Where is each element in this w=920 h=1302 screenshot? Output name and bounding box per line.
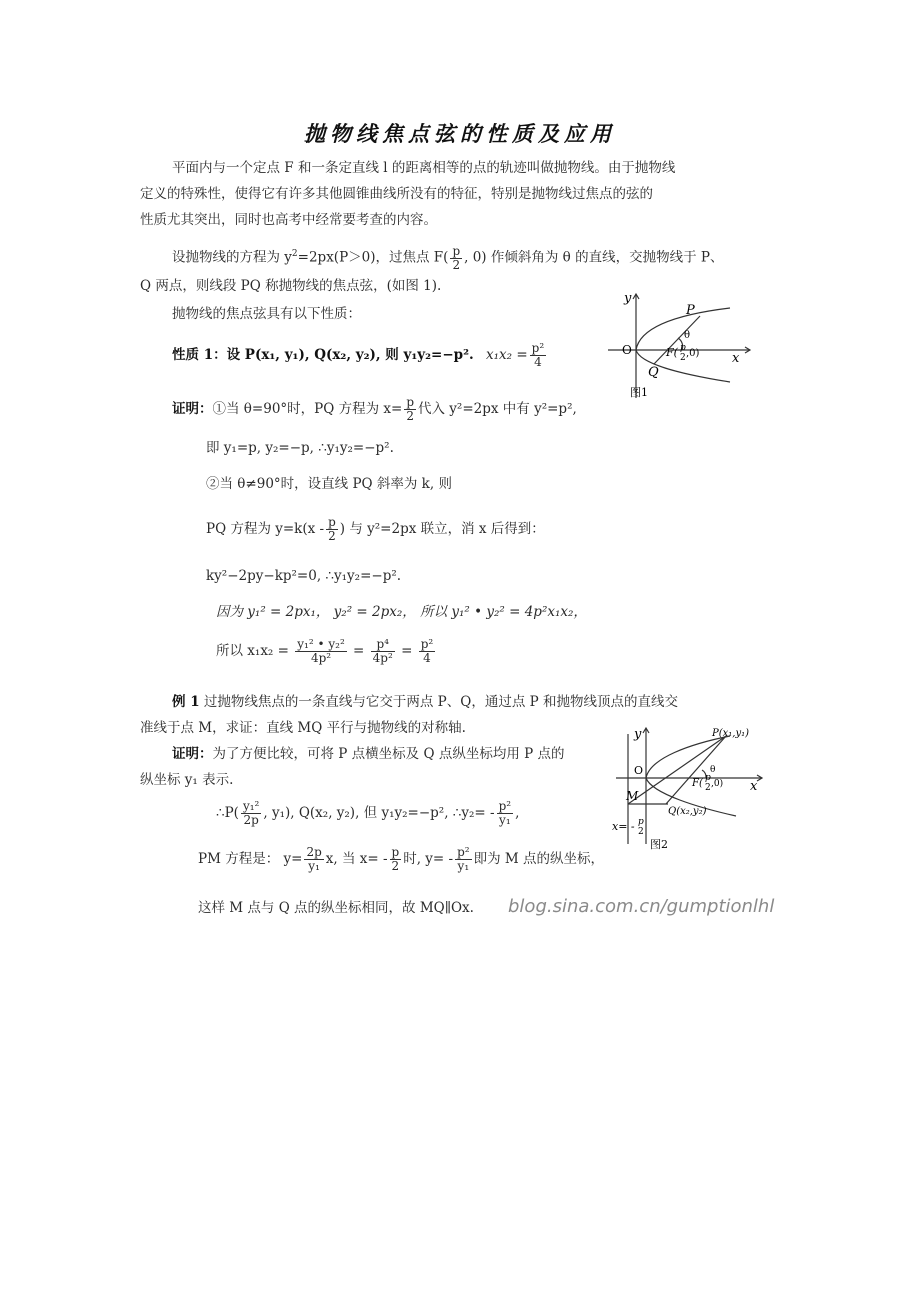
- fig1-theta-label: θ: [684, 330, 691, 341]
- fig1-y-label: y: [624, 291, 632, 306]
- fig1-origin-label: O: [622, 343, 632, 357]
- proof-2-label: 证明：: [172, 746, 213, 762]
- proof-1-line-1: [172, 396, 577, 423]
- proof-1-label: 证明：: [172, 401, 213, 417]
- proof-2-line-5: 这样 M 点与 Q 点的纵坐标相同，故 MQ∥Ox.: [198, 900, 474, 916]
- proof-2-line-3: ∴P( $\frac{\text{y₁²}}{2p}$ , y₁), Q(x₂, y₂), 但 y₁y₂=−p², ∴y₂= - $\frac{\text{p²}}{\text{y₁}}$ ,: [216, 799, 520, 827]
- proof-1-s4b: ) 与 y²=2px 联立，消 x 后得到：: [339, 521, 545, 537]
- fraction-h: [455, 846, 472, 873]
- example-1-label: 例 1: [172, 694, 200, 710]
- frac-num: p²: [531, 341, 545, 355]
- fig1-caption: 图1: [630, 386, 648, 399]
- proof-1-fraction-2: [326, 516, 338, 543]
- fig2-m-label: M: [626, 789, 639, 803]
- proof-1-s4a: PQ 方程为 y=k(x -: [206, 521, 325, 537]
- frac-den: y₁: [457, 859, 470, 873]
- proof-1-line-2: 即 y₁=p, y₂=−p, ∴y₁y₂=−p².: [206, 440, 394, 456]
- frac-num: p⁴: [371, 638, 395, 652]
- proof-2-l3a: ∴P(: [216, 805, 239, 821]
- example-1-line-1: [172, 690, 678, 714]
- page-title: 抛物线焦点弦的性质及应用: [304, 121, 616, 146]
- proof-2-line-2: 纵坐标 y₁ 表示.: [140, 772, 234, 788]
- frac-den: y₁: [308, 859, 320, 873]
- proof-1-line-3: ②当 θ≠90°时，设直线 PQ 斜率为 k, 则: [206, 476, 452, 492]
- fraction-g: [390, 846, 402, 873]
- fig1-p-label: P: [686, 303, 695, 318]
- intro-line-3: 性质尤其突出，同时也高考中经常要考查的内容。: [140, 212, 437, 228]
- example-1-text-1: 过抛物线焦点的一条直线与它交于两点 P、Q，通过点 P 和抛物线顶点的直线交: [203, 694, 678, 710]
- setup-text-b: =2px(P＞0)，过焦点 F(: [297, 249, 449, 266]
- proof-2-line-4: [198, 846, 604, 873]
- proof-2-l3b: , y₁), Q(x₂, y₂), 但 y₁y₂=−p², ∴y₂= -: [263, 805, 495, 821]
- fig2-origin-label: O: [634, 764, 644, 777]
- proof-1-s7a: 所以 x₁x₂ =: [216, 643, 289, 659]
- example-1-line-2: 准线于点 M，求证：直线 MQ 平行与抛物线的对称轴.: [140, 720, 466, 736]
- frac-den: y₁: [499, 813, 511, 827]
- fig2-d-num: p: [638, 817, 644, 827]
- frac-den: 2: [328, 529, 336, 543]
- setup-sup-2: 2: [291, 249, 298, 259]
- property-1: [172, 342, 548, 369]
- frac-num: y₁²: [242, 799, 260, 813]
- proof-1-s1a: ①当 θ=90°时，PQ 方程为 x=: [212, 401, 403, 417]
- fraction-d: [241, 800, 261, 827]
- proof-2-line-1: [172, 742, 564, 766]
- fig2-theta-label: θ: [710, 765, 716, 775]
- proof-1-line-4: [206, 516, 545, 543]
- frac-num: p²: [457, 845, 470, 859]
- fig2-y-label: y: [634, 727, 642, 742]
- frac-num: p: [328, 515, 336, 529]
- fig1-f-label: F(: [666, 346, 678, 359]
- frac-den: 2: [406, 409, 414, 423]
- intro-line-2: 定义的特殊性，使得它有许多其他圆锥曲线所没有的特征，特别是抛物线过焦点的弦的: [140, 186, 653, 202]
- setup-text-c: , 0) 作倾斜角为 θ 的直线，交抛物线于 P、: [464, 249, 724, 266]
- proof-2-text-1: 为了方便比较，可将 P 点横坐标及 Q 点纵坐标均用 P 点的: [212, 746, 565, 762]
- frac-den: 4: [534, 355, 542, 369]
- frac-num: p: [452, 243, 461, 258]
- frac-num: p: [391, 845, 400, 859]
- setup-line-2: Q 两点，则线段 PQ 称抛物线的焦点弦，(如图 1).: [140, 278, 442, 294]
- fig2-caption: 图2: [650, 838, 668, 851]
- proof-2-l4b: x, 当 x= -: [325, 851, 388, 867]
- property-1-fraction: [530, 342, 547, 369]
- watermark: blog.sina.com.cn/gumptionlhl: [508, 896, 775, 917]
- property-1-label: 性质 1：: [172, 347, 227, 363]
- frac-den: 4p²: [372, 651, 393, 665]
- frac-den: 4: [423, 651, 431, 665]
- fraction-c: [419, 638, 436, 665]
- frac-num: p²: [420, 637, 434, 651]
- fraction-b: [371, 638, 395, 665]
- setup-line-1: [172, 242, 723, 272]
- proof-2-l4a: PM 方程是： y=: [198, 851, 303, 867]
- setup-fraction: [450, 245, 462, 272]
- fig2-x-label: x: [750, 779, 758, 794]
- fraction-e: [497, 800, 514, 827]
- fig2-q-label: Q(x₂,y₂): [668, 806, 707, 817]
- proof-1-fraction: [404, 396, 416, 423]
- setup-text-a: 设抛物线的方程为 y: [172, 249, 292, 266]
- fig2-focal-chord: [666, 736, 726, 804]
- proof-1-line-6: 因为 y₁² = 2px₁， y₂² = 2px₂， 所以 y₁² • y₂² = 4p²x₁x₂，: [216, 604, 587, 620]
- fig2-directrix-label: x= -: [612, 820, 635, 833]
- frac-den: 2p: [243, 813, 259, 827]
- fig1-f-num: p: [680, 343, 686, 353]
- intro-line-1: 平面内与一个定点 F 和一条定直线 l 的距离相等的点的轨迹叫做抛物线。由于抛物线: [172, 160, 676, 176]
- fig2-p-label: P(x₁,y₁): [712, 728, 750, 739]
- frac-num: 2p: [306, 845, 322, 859]
- fig2-f-end: ,0): [711, 779, 724, 789]
- proof-2-l4d: 即为 M 点的纵坐标，: [473, 851, 604, 867]
- proof-1-s1b: 代入 y²=2px 中有 y²=p²,: [418, 401, 577, 417]
- frac-num: p: [406, 395, 415, 409]
- property-1-formula: x₁x₂ =: [485, 347, 528, 363]
- proof-1-line-5: ky²−2py−kp²=0, ∴y₁y₂=−p².: [206, 568, 402, 584]
- proof-1-line-7: 所以 x₁x₂ = $\frac{\text{y₁² • y₂²}}{\text{4p²}}$ = $\frac{\text{p⁴}}{\text{4p²}}$ = $\frac{\text{p²}}{4}$: [216, 637, 434, 665]
- fig2-f-den: 2: [705, 783, 711, 793]
- fraction-f: [304, 846, 323, 873]
- figure-2: [610, 722, 772, 854]
- frac-den: 2: [391, 859, 400, 873]
- fraction-a: [295, 638, 347, 665]
- frac-num: p²: [498, 799, 512, 813]
- fig1-f-end: ,0): [686, 348, 700, 359]
- fig1-x-label: x: [732, 351, 740, 366]
- proof-2-l4c: 时, y= -: [403, 851, 454, 867]
- fig1-f-den: 2: [680, 353, 686, 363]
- frac-den: 2: [452, 257, 461, 272]
- fig2-d-den: 2: [638, 827, 644, 837]
- setup-line-3: 抛物线的焦点弦具有以下性质：: [172, 306, 361, 322]
- frac-den: 4p²: [310, 651, 332, 665]
- property-1-text: 设 P(x₁, y₁), Q(x₂, y₂), 则 y₁y₂=−p².: [226, 347, 474, 363]
- fig2-f-label: F(: [692, 778, 703, 789]
- figure-1: [600, 286, 760, 404]
- fig2-f-num: p: [705, 773, 711, 783]
- fig1-q-label: Q: [648, 365, 659, 380]
- frac-num: y₁² • y₂²: [297, 637, 345, 651]
